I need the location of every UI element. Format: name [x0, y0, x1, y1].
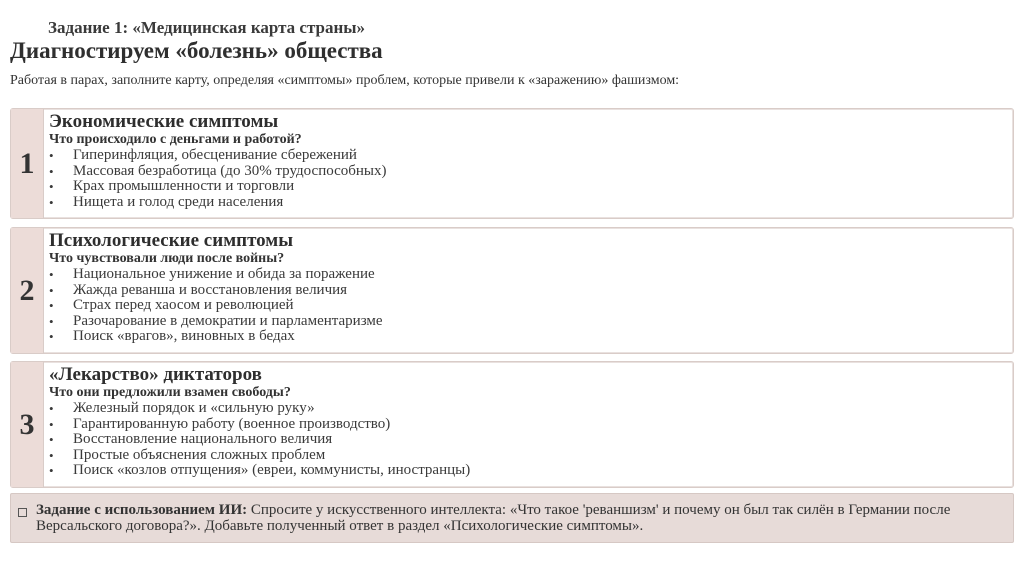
- list-item: • Разочарование в демократии и парламентаризме: [49, 314, 1007, 330]
- ai-task-text: [36, 502, 993, 534]
- symptom-list: [49, 267, 1007, 345]
- symptom-list: [49, 401, 1007, 479]
- list-item: • Нищета и голод среди населения: [49, 195, 1007, 211]
- list-item: • Простые объяснения сложных проблем: [49, 448, 1007, 464]
- page-title: Диагностируем «болезнь» общества: [10, 38, 383, 63]
- section-content: [49, 231, 1007, 345]
- task-title: Задание 1: «Медицинская карта страны»: [48, 18, 366, 37]
- section-psychological: [10, 227, 1014, 354]
- section-content: [49, 112, 1007, 210]
- list-item: • Национальное унижение и обида за поражение: [49, 267, 1007, 283]
- list-item: • Поиск «врагов», виновных в бедах: [49, 329, 1007, 345]
- section-economic: [10, 108, 1014, 219]
- checkbox-icon: [18, 508, 27, 517]
- list-item: • Железный порядок и «сильную руку»: [49, 401, 1007, 417]
- symptom-list: [49, 148, 1007, 210]
- intro-text: Работая в парах, заполните карту, определяя «симптомы» проблем, которые привели к «заражению» фашизмом:: [10, 73, 680, 88]
- section-number: 3: [19, 407, 35, 441]
- section-question: Что они предложили взамен свободы?: [49, 385, 291, 400]
- list-item: • Восстановление национального величия: [49, 432, 1007, 448]
- section-number-box: [11, 228, 44, 353]
- section-number-box: [11, 362, 44, 487]
- ai-task-label: Задание с использованием ИИ:: [36, 502, 248, 518]
- section-number: 2: [19, 273, 35, 307]
- list-item: • Гарантированную работу (военное производство): [49, 417, 1007, 433]
- section-title: Психологические симптомы: [49, 230, 294, 251]
- section-number-box: [11, 109, 44, 218]
- section-content: [49, 365, 1007, 479]
- section-dictator-cure: [10, 361, 1014, 488]
- section-question: Что происходило с деньгами и работой?: [49, 132, 302, 147]
- section-title: Экономические симптомы: [49, 111, 279, 132]
- ai-task-box: [10, 493, 1014, 543]
- list-item: • Гиперинфляция, обесценивание сбережений: [49, 148, 1007, 164]
- list-item: • Страх перед хаосом и революцией: [49, 298, 1007, 314]
- ai-task-body: Спросите у искусственного интеллекта: «Что такое 'реваншизм' и почему он был так силён в Германии после Версальского договора?». Добавьте полученный ответ в раздел «Психологические симптомы».: [36, 502, 951, 534]
- section-number: 1: [19, 146, 35, 180]
- list-item: • Массовая безработица (до 30% трудоспособных): [49, 164, 1007, 180]
- section-title: «Лекарство» диктаторов: [49, 364, 262, 385]
- list-item: • Крах промышленности и торговли: [49, 179, 1007, 195]
- section-question: Что чувствовали люди после войны?: [49, 251, 285, 266]
- list-item: • Поиск «козлов отпущения» (евреи, коммунисты, иностранцы): [49, 463, 1007, 479]
- list-item: • Жажда реванша и восстановления величия: [49, 283, 1007, 299]
